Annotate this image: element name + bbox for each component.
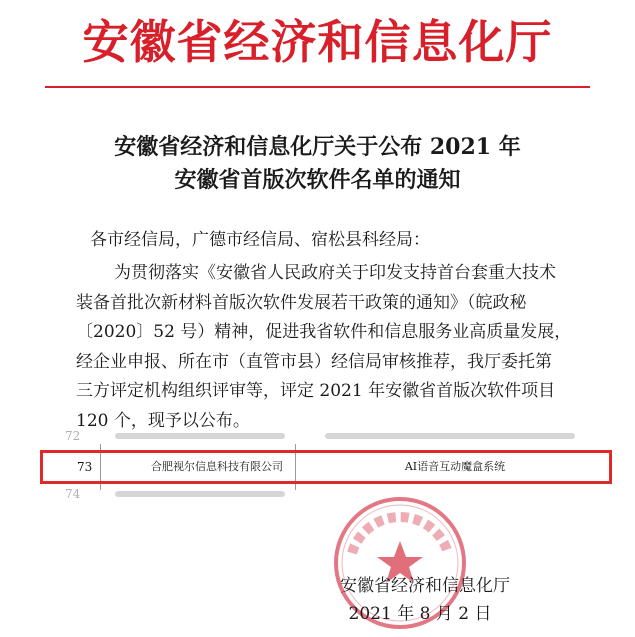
signature-organization: 安徽省经济和信息化厅: [340, 576, 510, 596]
body-line: 120 个，现予以公布。: [76, 410, 250, 431]
highlighted-row-product: AI语音互动魔盒系统: [404, 460, 506, 473]
document-title: [70, 131, 565, 197]
body-line: 为贯彻落实《安徽省人民政府关于印发支持首台套重大技术: [114, 263, 556, 283]
table-row-faded: [55, 488, 595, 500]
software-list-table: [55, 430, 595, 500]
blurred-cell: [325, 433, 575, 439]
body-line: 装备首批次新材料首版次软件发展若干政策的通知》（皖政秘: [76, 292, 527, 313]
letterhead-title: 安徽省经济和信息化厅: [82, 15, 553, 69]
signature-date: 2021 年 8 月 2 日: [348, 604, 492, 624]
body-paragraph: [76, 259, 576, 436]
table-row-faded: [55, 430, 595, 442]
body-line: 经企业申报、所在市（直管市县）经信局审核推荐，我厅委托第: [76, 351, 552, 372]
highlighted-row-number: 73: [77, 460, 93, 474]
document-title-line-2: 安徽省首版次软件名单的通知: [174, 167, 461, 193]
highlight-box: [40, 450, 612, 484]
letterhead-rule: [45, 86, 590, 88]
highlighted-row-company: 合肥视尔信息科技有限公司: [151, 460, 283, 473]
body-line: 〔2020〕52 号）精神，促进我省软件和信息服务业高质量发展，: [76, 322, 572, 342]
body-line: 三方评定机构组织评审等，评定 2021 年安徽省首版次软件项目: [76, 381, 556, 401]
blurred-cell: [115, 433, 285, 439]
document-title-line-1: 安徽省经济和信息化厅关于公布 2021 年: [114, 134, 521, 160]
row-number: 74: [65, 487, 81, 501]
blurred-cell: [115, 491, 285, 497]
row-number: 72: [65, 429, 81, 443]
salutation: 各市经信局，广德市经信局、宿松县科经局：: [90, 230, 430, 250]
